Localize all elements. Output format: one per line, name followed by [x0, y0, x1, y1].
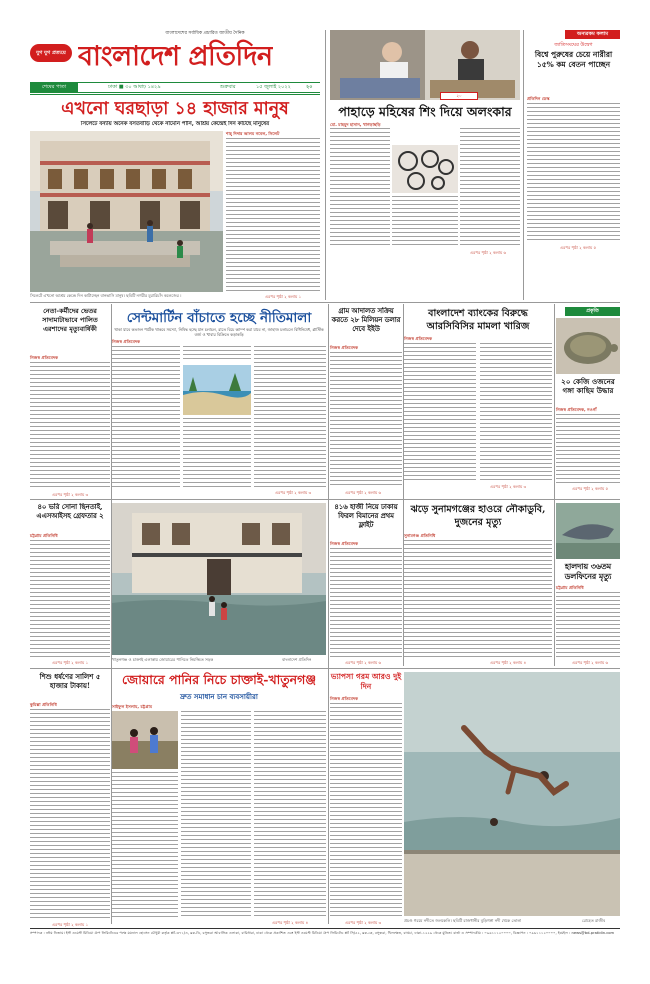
court-continued: এরপর পৃষ্ঠা ২ কলাম ৬	[345, 490, 382, 495]
hajj-headline: ৪১৬ হাজী নিয়ে ঢাকায় ফিরল বিমানের প্রথম ফ্লাইট	[334, 503, 398, 529]
bank-continued: এরপর পৃষ্ঠা ২ কলাম ৩	[490, 484, 527, 489]
court-headline: গ্রাম আদালত সক্রিয় করতে ২৮ মিলিয়ন ডলার দেবে ইইউ	[331, 307, 401, 333]
boat-byline: সুনামগঞ্জ প্রতিনিধি	[404, 533, 436, 538]
buffalo-byline: মো. মাহমুদ হাসান, খাগড়াছড়ি	[330, 122, 381, 127]
sidebar-body	[527, 103, 620, 243]
imprint-footer: সম্পাদক : নঈম নিজাম। ইস্ট ওয়েস্ট মিডিয়া গ্রুপ লিমিটেডের পক্ষে ময়নাল হোসেন চৌধুরী কর্তৃক প্লট-৩৭১/এ, ব্লক-ডি, বসুন্ধরা আবাসিক এলাকা, বারিধারা, ঢাকা থেকে প্রকাশিত এবং ইস্ট ওয়েস্ট মিডিয়া গ্রুপ লিমিটেড প্লট সি/৫২, ব্লক-কে, বসুন্ধরা, খিলক্ষেত, বাড্ডা, ঢাকা-১২২৯ থেকে মুদ্রিত। বার্তা ও সম্পাদকীয় : ০৯৬১১১২০০০০, বিজ্ঞাপন : ০৯৬১১১২০০০০, ইমেইল : news@bd-pratidin.com	[30, 931, 615, 935]
buffalo-body-3	[460, 128, 520, 248]
buffalo-body-1	[330, 128, 390, 248]
rule-v-3	[111, 304, 112, 924]
stmartin-body-1	[112, 346, 180, 488]
stmartin-byline: নিজস্ব প্রতিবেদক	[112, 339, 141, 344]
bank-headline: বাংলাদেশ ব্যাংকের বিরুদ্ধে আরসিবিসির মামলা খারিজ	[426, 308, 530, 332]
date-bn: ঢাকা ■ ৩০ আষাঢ় ১৪২৯	[108, 84, 161, 90]
heat-byline: নিজস্ব প্রতিবেদক	[330, 696, 359, 701]
island-beach-image	[183, 365, 251, 415]
shelter-building-image	[30, 131, 223, 292]
flood-photo	[112, 503, 326, 655]
jewelry-image	[392, 145, 458, 193]
buffalo-continued: এরপর পৃষ্ঠা ২ কলাম ৬	[470, 250, 507, 255]
salish-body	[30, 709, 110, 919]
rule-v-4	[328, 304, 329, 924]
stmartin-body-3	[183, 418, 251, 488]
horn-jewelry-photo	[392, 145, 458, 193]
slogan-badge: যুগ যুগ প্রত্যয়ে	[30, 44, 72, 62]
court-body	[330, 352, 402, 488]
gold-byline: চট্টগ্রাম প্রতিনিধি	[30, 533, 58, 538]
page-number: ২০	[306, 84, 313, 90]
masthead-rule	[30, 94, 320, 95]
bank-body-2	[480, 343, 552, 481]
rule-v-1	[325, 30, 326, 300]
lead-subhead: সিলেটে বন্যায় অনেক বসতবাড়ি থেকে নামেনি পানি, আশ্রয় কেন্দ্রেই দিন কাটছে মানুষের	[80, 121, 270, 127]
boat-continued: এরপর পৃষ্ঠা ২ কলাম ৪	[490, 660, 527, 665]
rule-v-6	[554, 304, 555, 666]
gold-body	[30, 540, 110, 658]
buffalo-headline: পাহাড়ে মহিষের শিং দিয়ে অলংকার	[338, 104, 512, 119]
flooded-street-image	[112, 503, 326, 655]
tide-body-1	[112, 772, 178, 918]
salish-headline: শিশু ধর্ষণের সালিশ ৫ হাজার টাকায়!	[39, 672, 101, 690]
masthead-kicker: বাংলাদেশের সর্বাধিক প্রচারিত জাতীয় দৈনিক	[165, 31, 245, 36]
dolphin-photo	[556, 503, 620, 559]
dolphin-continued: এরপর পৃষ্ঠা ২ কলাম ৬	[572, 660, 609, 665]
swim-caption: প্রচণ্ড গরমে নদীতে জলকেলি। ছবিটি রাজধানীর বুড়িগঙ্গা নদী থেকে তোলা	[404, 918, 522, 923]
rule-h-2	[30, 499, 620, 500]
prokriti-body	[556, 414, 620, 484]
tide-subhead: দ্রুত সমাধান চান ব্যবসায়ীরা	[180, 693, 258, 701]
lead-headline: এখনো ঘরছাড়া ১৪ হাজার মানুষ	[61, 99, 289, 119]
heat-body	[330, 703, 402, 917]
sidebar-headline: বিশ্বে পুরুষের চেয়ে নারীরা ১৫% কম বেতন পাচ্ছেন	[534, 50, 613, 69]
rule-h-1	[30, 302, 620, 303]
flood-credit: বাংলাদেশ প্রতিদিন	[282, 657, 312, 662]
stmartin-photo	[183, 365, 251, 415]
dolphin-body	[556, 592, 620, 658]
flooded-market-image	[112, 711, 178, 769]
tide-body-3	[254, 711, 326, 918]
sidebar-byline: প্রতিদিন ডেস্ক	[527, 96, 550, 101]
tide-photo	[112, 711, 178, 769]
dolphin-headline: হালদায় ৩৬তম ডলফিনের মৃত্যু	[564, 562, 612, 581]
salish-continued: এরপর পৃষ্ঠা ২ কলাম ১	[52, 922, 89, 927]
boat-body	[404, 540, 552, 658]
turtle-photo	[556, 318, 620, 374]
buffalo-photo	[330, 30, 520, 100]
tide-body-2	[181, 711, 251, 918]
masthead	[30, 30, 320, 82]
date-en: ১৫ জুলাই ২০২২	[256, 84, 291, 90]
prokriti-label: প্রকৃতি	[565, 307, 620, 316]
gold-continued: এরপর পৃষ্ঠা ২ কলাম ১	[52, 660, 89, 665]
buffalo-inset-label: ২০	[440, 92, 478, 100]
hajj-continued: এরপর পৃষ্ঠা ২ কলাম ৬	[345, 660, 382, 665]
sidebar-kicker: জাতিসংঘের উদ্বেগ	[554, 42, 593, 48]
stmartin-continued: এরপর পৃষ্ঠা ২ কলাম ৩	[275, 490, 312, 495]
edition-label: শেষের পাতা	[30, 83, 78, 92]
gold-headline: ৪০ ভরি সোনা ছিনতাই, এএসআইসহ গ্রেফতার ২	[36, 503, 104, 520]
dateline-bar	[30, 82, 320, 93]
swim-photo	[404, 672, 620, 916]
footer-rule	[30, 928, 620, 929]
turtle-image	[556, 318, 620, 374]
heat-headline: ভ্যাপসা গরম আরও দুই দিন	[330, 672, 402, 691]
stmartin-headline: সেন্টমার্টিন বাঁচাতে হচ্ছে নীতিমালা	[126, 310, 312, 326]
rule-v-5	[403, 304, 404, 666]
stmartin-body-2	[183, 346, 251, 362]
prokriti-headline: ২০ কেজি ওজনের গঙ্গা কাছিম উদ্ধার	[561, 377, 615, 395]
tide-continued: এরপর পৃষ্ঠা ২ কলাম ৪	[272, 920, 309, 925]
weekday: শুক্রবার	[220, 84, 236, 90]
lead-photo	[30, 131, 223, 292]
prokriti-continued: এরপর পৃষ্ঠা ২ কলাম ৫	[572, 486, 609, 491]
rule-h-3	[30, 668, 620, 669]
masthead-title: বাংলাদেশ প্রতিদিন	[78, 41, 273, 72]
salish-byline: কুমিল্লা প্রতিনিধি	[30, 702, 57, 707]
heat-continued: এরপর পৃষ্ঠা ২ কলাম ৩	[345, 920, 382, 925]
bank-body-1	[404, 343, 476, 481]
ershad-byline: নিজস্ব প্রতিবেদক	[30, 355, 59, 360]
tide-headline: জোয়ারে পানির নিচে চাক্তাই-খাতুনগঞ্জ	[121, 672, 317, 687]
stmartin-subhead: থাকা যাবে কতজন পর্যটক থাকবে সমস্যা, নিষিদ্ধ হচ্ছে যান চলাচল, রাতে বিচে ক্যাম্প করা যাবে না, জাহাজ চলাচলে বিধিনিষেধ, প্লাস্টিক বর্জ্য ও খাবার বিক্রিতে কড়াকড়ি	[114, 327, 324, 337]
stmartin-body-4	[254, 346, 326, 488]
boat-headline: ঝড়ে সুনামগঞ্জের হাওরে নৌকাডুবি, দুজনের মৃত্যু	[410, 504, 546, 528]
ershad-continued: এরপর পৃষ্ঠা ২ কলাম ৩	[52, 492, 89, 497]
lead-continued: এরপর পৃষ্ঠা ২ কলাম ১	[265, 294, 302, 299]
artisan-image	[330, 30, 520, 100]
swim-credit: রোহেত রাজীব	[582, 918, 606, 923]
lead-byline: শাহ্ দিদার আলম নবেল, সিলেট	[226, 131, 280, 136]
lead-body	[226, 138, 320, 292]
dolphin-image	[556, 503, 620, 559]
lead-caption: সিলেটে এখনো আশ্রয় কেন্দ্রে দিন কাটাচ্ছেন বানভাসি মানুষ। ছবিটি নগরীর মুরারিচাঁদ কলেজের ।	[30, 293, 182, 298]
dolphin-byline: চট্টগ্রাম প্রতিনিধি	[556, 585, 584, 590]
hajj-body	[330, 548, 402, 658]
sidebar-continued: এরপর পৃষ্ঠা ২ কলাম ৫	[560, 245, 597, 250]
hajj-byline: নিজস্ব প্রতিবেদক	[330, 541, 359, 546]
rule-v-2	[523, 30, 524, 300]
flood-caption: খাতুনগঞ্জ ও চাক্তাই এলাকায় জোয়ারের পানিতে নিমজ্জিত সড়ক	[112, 657, 214, 662]
tide-byline: সাইফুল ইসলাম, চট্টগ্রাম	[112, 704, 153, 709]
court-byline: নিজস্ব প্রতিবেদক	[330, 345, 359, 350]
sidebar-label: অন্যরকম কলাম	[565, 30, 620, 39]
prokriti-byline: নিজস্ব প্রতিবেদক, নওগাঁ	[556, 407, 597, 412]
buffalo-body-2	[392, 196, 458, 248]
river-jump-image	[404, 672, 620, 916]
ershad-body	[30, 362, 110, 490]
ershad-headline: নেতা-কর্মীদের ভেতর সাদামাটাভাবে পালিত এরশাদের মৃত্যুবার্ষিকী	[42, 307, 98, 333]
bank-byline: নিজস্ব প্রতিবেদক	[404, 336, 433, 341]
